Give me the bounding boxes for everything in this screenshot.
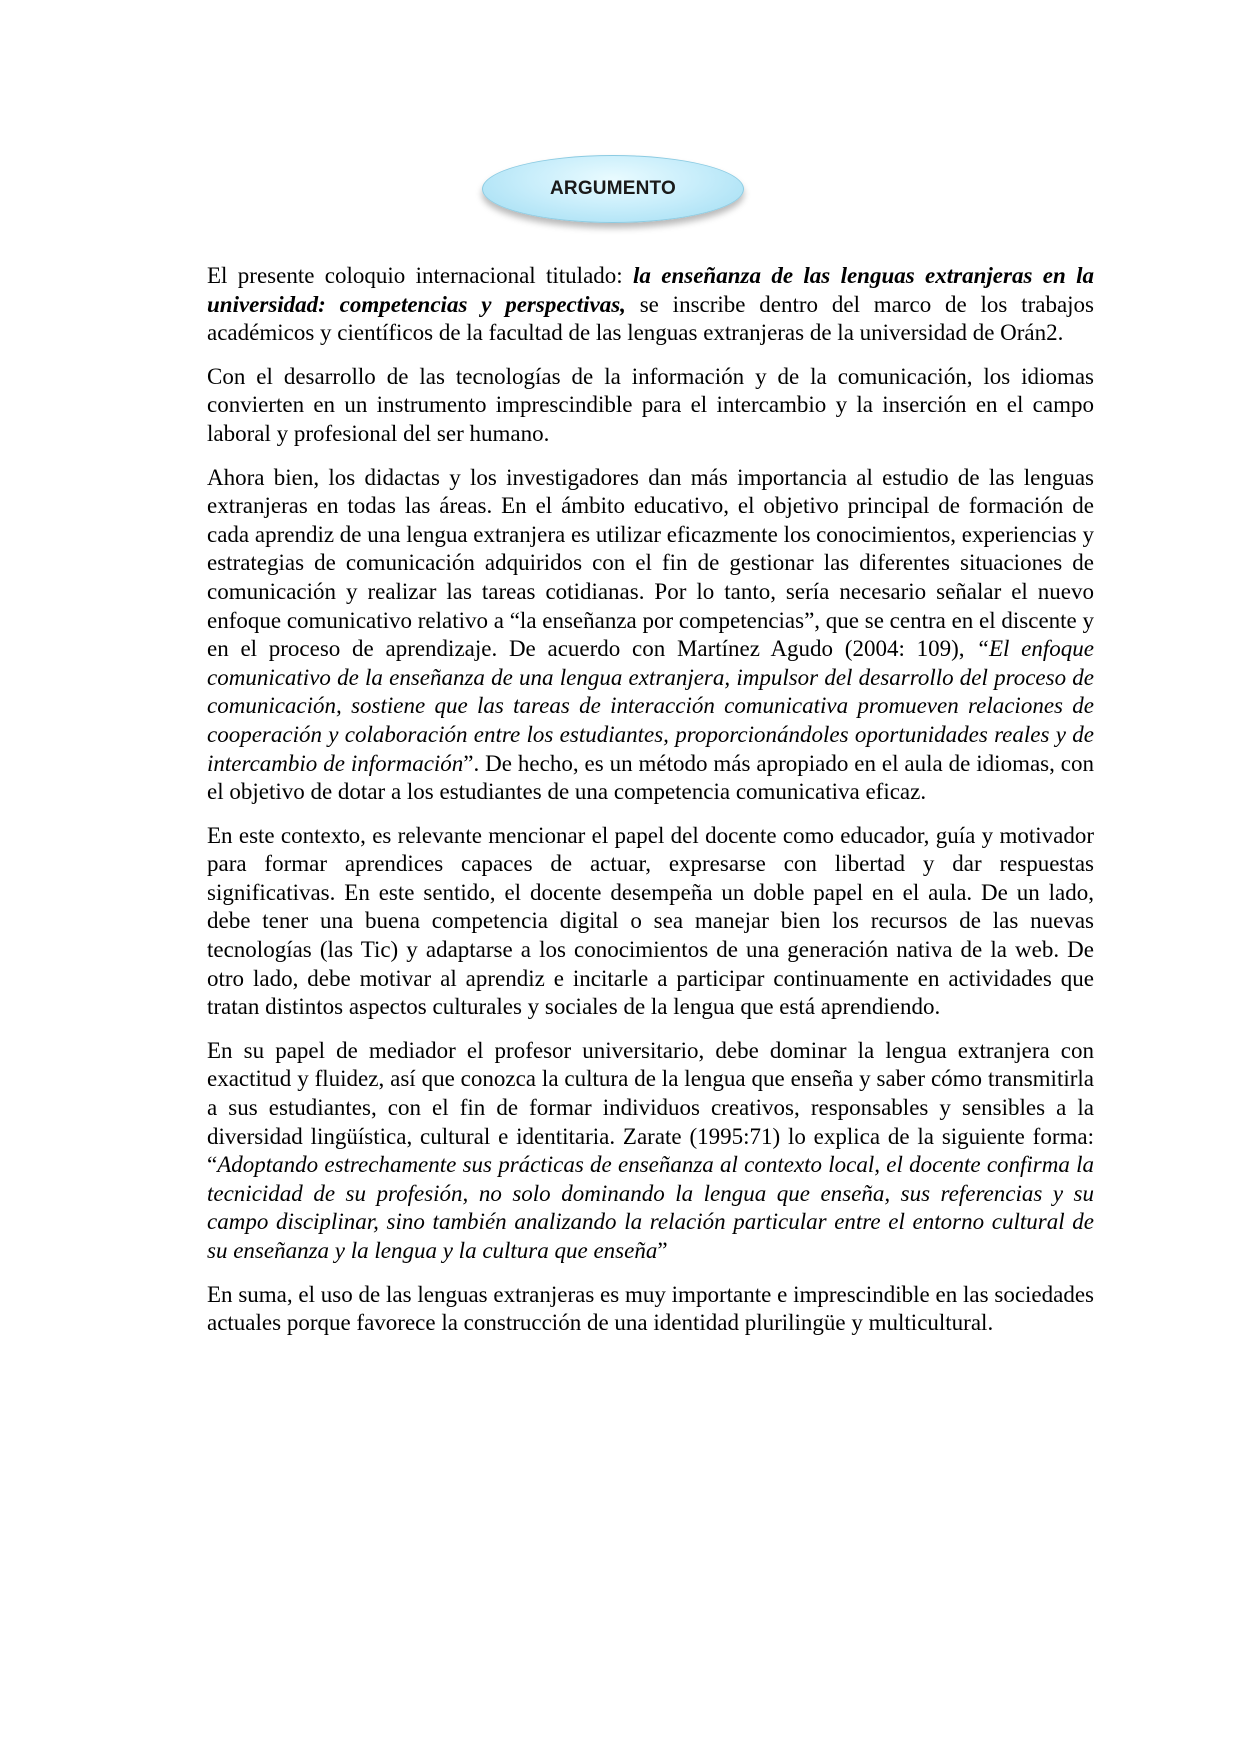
martinez-agudo-quote: “El enfoque comunicativo de la enseñanza de una lengua extranjera, impulsor del desarrollo del proceso de comunicación, sostiene que las tareas de interacción comunicativa promueven relaciones de cooperación y colaboración entre los estudiantes, proporcionándoles oportunidades reales y de intercambio de información — [207, 636, 1094, 776]
heading-title: ARGUMENTO — [549, 178, 676, 199]
paragraph-6: En suma, el uso de las lenguas extranjeras es muy importante e imprescindible en las sociedades actuales porque favorece la construcción de una identidad plurilingüe y multicultural. — [207, 1281, 1094, 1336]
paragraph-5-rest: ” — [657, 1238, 668, 1263]
paragraph-3 — [207, 464, 1094, 807]
document-body — [207, 262, 1094, 1353]
paragraph-1 — [207, 262, 1094, 348]
paragraph-5-intro: En su papel de mediador el profesor universitario, debe dominar la lengua extranjera con exactitud y fluidez, así que conozca la cultura de la lengua que enseña y saber cómo transmitirla a sus estudiantes, con el fin de formar individuos creativos, responsables y sensibles a la diversidad lingüística, cultural e identitaria. Zarate (1995:71) lo explica de la siguiente forma: “ — [207, 1037, 1094, 1178]
zarate-quote: Adoptando estrechamente sus prácticas de enseñanza al contexto local, el docente confirma la tecnicidad de su profesión, no solo dominando la lengua que enseña, sus referencias y su campo disciplinar, sino también analizando la relación particular entre el entorno cultural de su enseñanza y la lengua y la cultura que enseña — [207, 1152, 1094, 1263]
paragraph-4: En este contexto, es relevante mencionar el papel del docente como educador, guía y motivador para formar aprendices capaces de actuar, expresarse con libertad y dar respuestas significativas. En este sentido, el docente desempeña un doble papel en el aula. De un lado, debe tener una buena competencia digital o sea manejar bien los recursos de las nuevas tecnologías (las Tic) y adaptarse a los conocimientos de una generación nativa de la web. De otro lado, debe motivar al aprendiz e incitarle a participar continuamente en actividades que tratan distintos aspectos culturales y sociales de la lengua que está aprendiendo. — [207, 822, 1094, 1020]
paragraph-1-rest: se inscribe dentro del marco de los trabajos académicos y científicos de la facultad de las lenguas extranjeras de la universidad de Orán2. — [207, 291, 1094, 346]
paragraph-3-intro: Ahora bien, los didactas y los investigadores dan más importancia al estudio de las lenguas extranjeras en todas las áreas. En el ámbito educativo, el objetivo principal de formación de cada aprendiz de una lengua extranjera es utilizar eficazmente los conocimientos, experiencias y estrategias de comunicación adquiridos con el fin de gestionar las diferentes situaciones de comunicación y realizar las tareas cotidianas. Por lo tanto, sería necesario señalar el nuevo enfoque comunicativo relativo a “la enseñanza por competencias”, que se centra en el discente y en el proceso de aprendizaje. De acuerdo con Martínez Agudo (2004: 109), — [207, 464, 1095, 662]
colloquium-title: la enseñanza de las lenguas extranjeras en la universidad: competencias y perspectivas, — [207, 263, 1094, 317]
paragraph-3-rest: ”. De hecho, es un método más apropiado en el aula de idiomas, con el objetivo de dotar a los estudiantes de una competencia comunicativa eficaz. — [207, 750, 1094, 805]
paragraph-2: Con el desarrollo de las tecnologías de la información y de la comunicación, los idiomas convierten en un instrumento imprescindible para el intercambio y la inserción en el campo laboral y profesional del ser humano. — [207, 363, 1094, 446]
paragraph-1-intro: El presente coloquio internacional titulado: — [207, 263, 634, 288]
paragraph-5 — [207, 1037, 1094, 1266]
heading-badge — [482, 155, 744, 223]
